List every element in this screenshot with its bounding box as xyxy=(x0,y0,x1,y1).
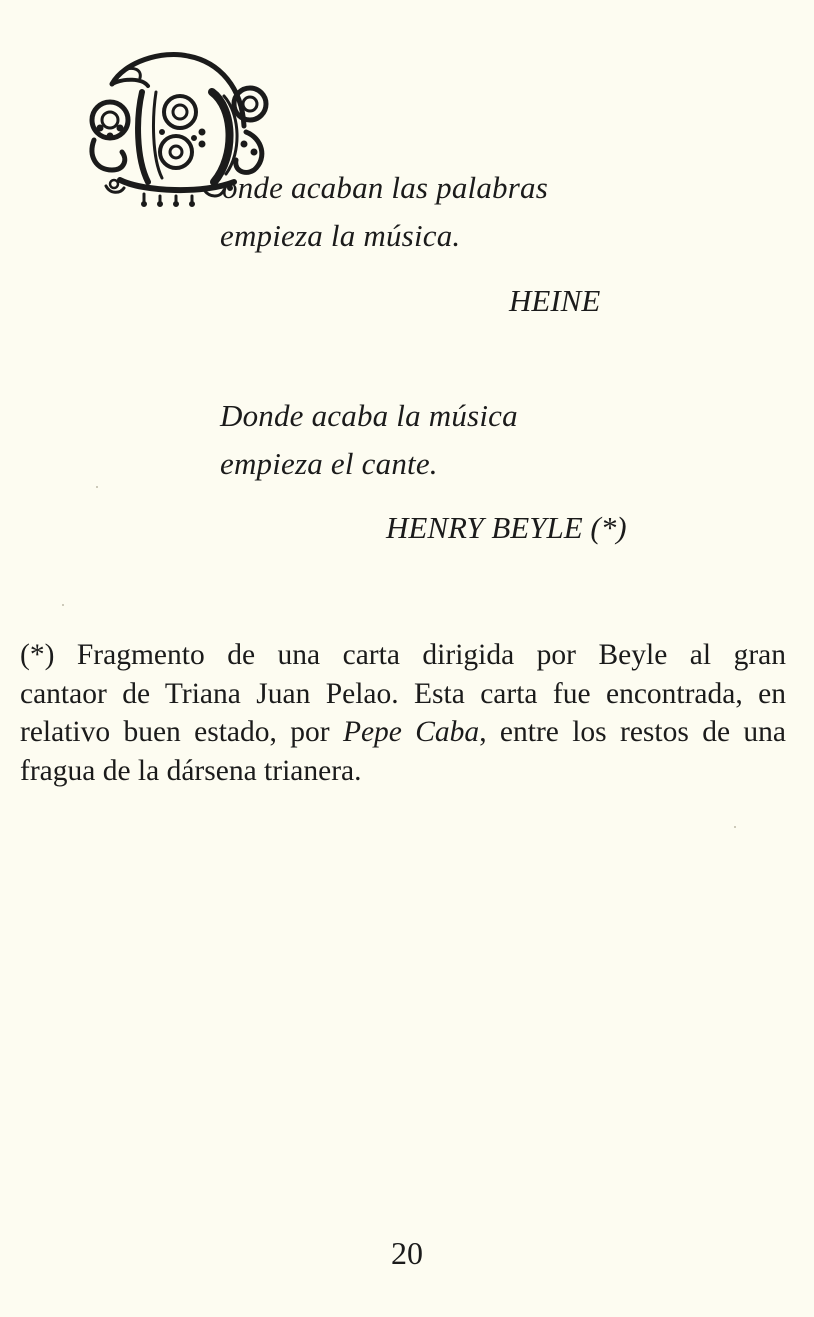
footnote-line xyxy=(20,713,786,752)
page-number: 20 xyxy=(391,1235,423,1271)
footnote-line: (*) Fragmento de una carta dirigida por Beyle al gran xyxy=(20,639,786,671)
epigraph-2-line-2: empieza el cante. xyxy=(220,446,438,481)
epigraph-1-author: HEINE xyxy=(509,283,601,318)
footnote-italic-name: Pepe Caba xyxy=(342,716,480,748)
epigraph-2-author: HENRY BEYLE (*) xyxy=(386,510,627,545)
footnote-line: fragua de la dársena trianera. xyxy=(20,754,362,787)
footnote xyxy=(20,636,786,790)
footnote-text: relativo buen estado, por xyxy=(20,716,343,748)
footnote-text: , entre los restos de una xyxy=(479,716,786,748)
paper-speck xyxy=(734,826,736,828)
paper-speck xyxy=(62,604,64,606)
epigraph-1-line-2: empieza la música. xyxy=(220,218,461,253)
footnote-line: cantaor de Triana Juan Pelao. Esta carta fue encontrada, en xyxy=(20,677,786,710)
epigraph-2-line-1: Donde acaba la música xyxy=(220,398,518,433)
paper-speck xyxy=(96,486,98,488)
epigraph-1-line-1: onde acaban las palabras xyxy=(222,170,548,205)
